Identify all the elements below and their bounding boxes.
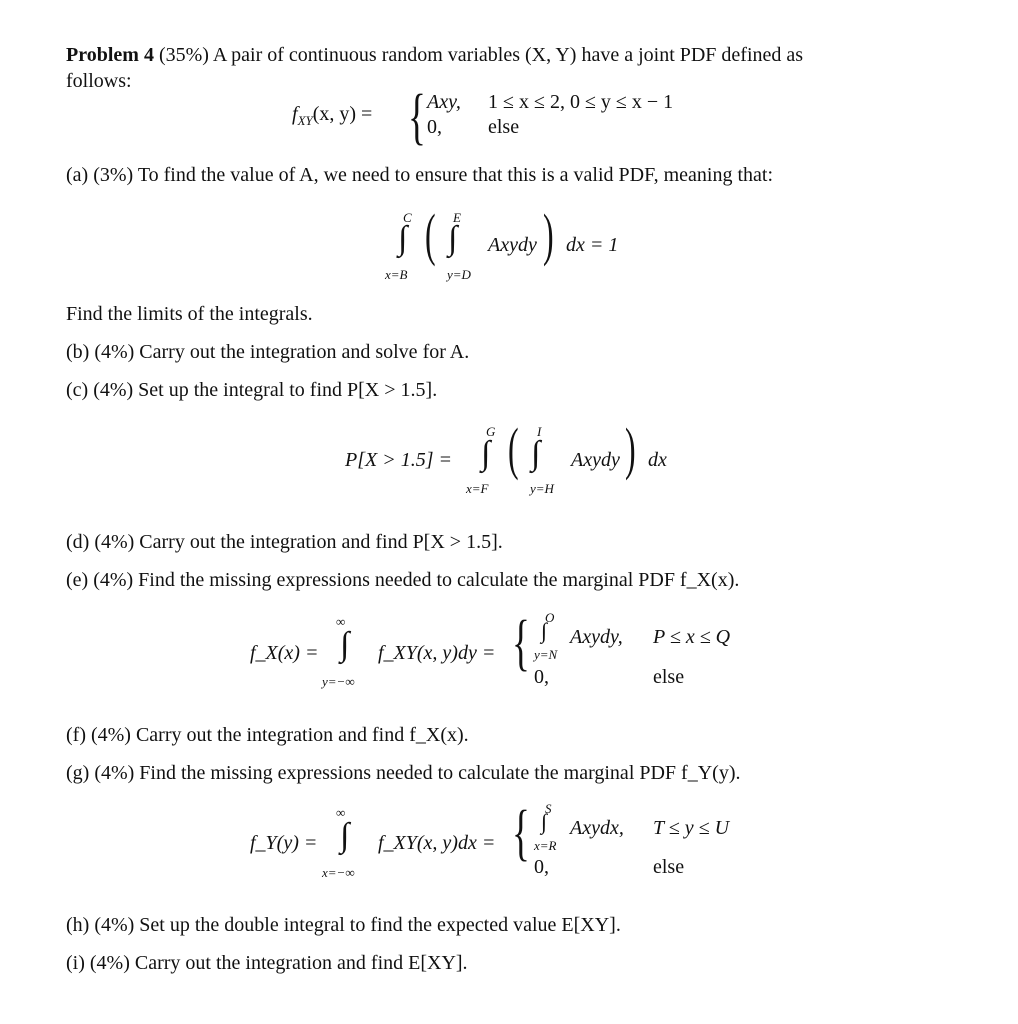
part-a-text: (a) (3%) To find the value of A, we need to ensure that this is a valid PDF, meaning that: (66, 164, 774, 186)
pdf-case2-cond: else (488, 116, 520, 138)
g-int-lower: x=−∞ (322, 865, 355, 880)
pdf-case1-cond: 1 ≤ x ≤ 2, 0 ≤ y ≤ x − 1 (488, 91, 674, 113)
c-lhs: P[X > 1.5] = (345, 449, 452, 471)
a-tail: dx = 1 (566, 234, 619, 256)
a-outer-integral: ∫ (398, 220, 408, 257)
part-e-text: (e) (4%) Find the missing expressions needed to calculate the marginal PDF f_X(x). (66, 569, 740, 591)
problem-intro-line1 (66, 45, 803, 65)
g-case1-expr: Axydx, (570, 817, 624, 839)
e-case-lower: y=N (534, 647, 558, 662)
e-integral: ∫ (340, 626, 350, 663)
e-integrand: f_XY(x, y)dy = (378, 642, 496, 664)
a-inner-integral: ∫ (448, 220, 458, 257)
g-case-lower: x=R (534, 838, 557, 853)
e-case1-expr: Axydy, (570, 626, 623, 648)
c-left-paren: ( (508, 416, 519, 481)
e-brace: { (512, 609, 530, 677)
g-lhs: f_Y(y) = (250, 832, 318, 854)
a-outer-upper: C (403, 210, 412, 225)
g-integral: ∫ (340, 817, 350, 854)
g-brace: { (512, 799, 530, 867)
c-inner-integral: ∫ (531, 435, 541, 472)
g-case1-cond: T ≤ y ≤ U (653, 817, 730, 839)
e-int-lower: y=−∞ (322, 674, 355, 689)
pdf-case2-expr: 0, (427, 116, 442, 138)
part-d-text: (d) (4%) Carry out the integration and find P[X > 1.5]. (66, 531, 503, 553)
c-outer-upper: G (486, 424, 496, 439)
c-inner-lower: y=H (530, 481, 554, 496)
a-right-paren: ) (543, 202, 554, 267)
pdf-lhs: $f_{XY}(x$, y) = (292, 103, 373, 128)
c-right-paren: ) (625, 416, 636, 481)
c-inner-upper: I (537, 424, 542, 439)
e-case2-expr: 0, (534, 666, 549, 688)
c-tail: dx (648, 449, 667, 471)
e-case-upper: O (545, 610, 555, 625)
part-i-text: (i) (4%) Carry out the integration and find E[XY]. (66, 952, 468, 974)
e-case-integral: ∫ (541, 618, 548, 643)
g-integrand: f_XY(x, y)dx = (378, 832, 496, 854)
a-inner-upper: E (453, 210, 461, 225)
part-f-text: (f) (4%) Carry out the integration and find f_X(x). (66, 724, 469, 746)
g-case-upper: S (545, 801, 552, 816)
c-integrand: Axydy (571, 449, 620, 471)
part-g-text: (g) (4%) Find the missing expressions needed to calculate the marginal PDF f_Y(y). (66, 762, 741, 784)
e-case2-cond: else (653, 666, 685, 688)
pdf-brace: { (408, 83, 426, 151)
g-int-upper: ∞ (336, 805, 346, 820)
pdf-case1-expr: Axy, (427, 91, 461, 113)
problem-intro-line2: follows: (66, 70, 132, 92)
a-inner-lower: y=D (447, 267, 471, 282)
part-a-followup: Find the limits of the integrals. (66, 303, 313, 325)
g-case2-expr: 0, (534, 856, 549, 878)
e-lhs: f_X(x) = (250, 642, 319, 664)
g-case2-cond: else (653, 856, 685, 878)
a-integrand: Axydy (488, 234, 537, 256)
problem-title: Problem 4 (66, 44, 154, 66)
problem-intro-text: (35%) A pair of continuous random variables (X, Y) have a joint PDF defined as (158, 44, 804, 66)
e-case1-cond: P ≤ x ≤ Q (653, 626, 731, 648)
e-int-upper: ∞ (336, 614, 346, 629)
c-outer-integral: ∫ (481, 435, 491, 472)
part-b-text: (b) (4%) Carry out the integration and solve for A. (66, 341, 470, 363)
a-left-paren: ( (425, 202, 436, 267)
part-c-text: (c) (4%) Set up the integral to find P[X > 1.5]. (66, 379, 438, 401)
a-outer-lower: x=B (385, 267, 408, 282)
c-outer-lower: x=F (466, 481, 489, 496)
part-h-text: (h) (4%) Set up the double integral to find the expected value E[XY]. (66, 914, 621, 936)
g-case-integral: ∫ (541, 809, 548, 834)
